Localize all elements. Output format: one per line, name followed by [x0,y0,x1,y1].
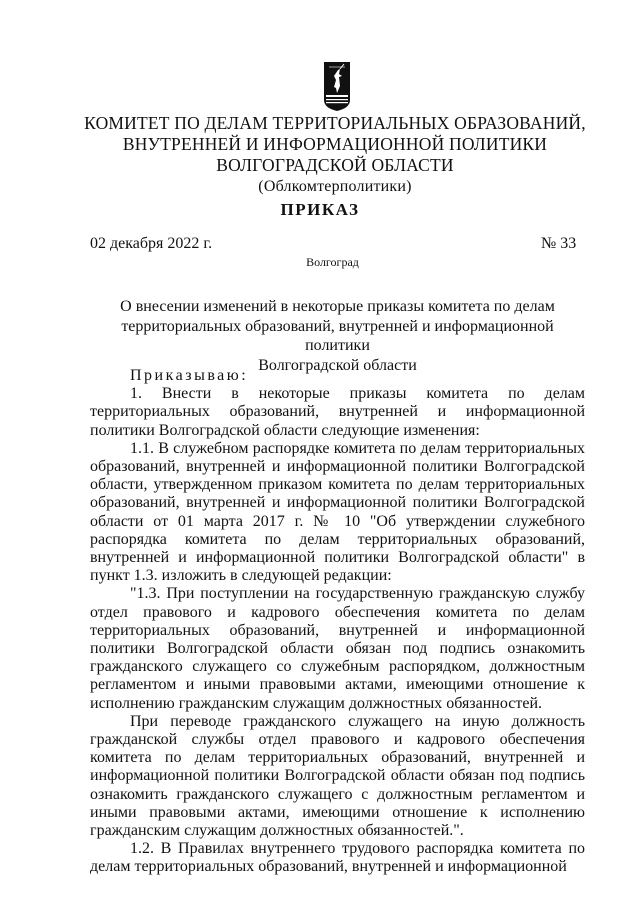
header-line-1: КОМИТЕТ ПО ДЕЛАМ ТЕРРИТОРИАЛЬНЫХ ОБРАЗОВАНИЙ, [84,113,586,133]
subject-line-1: О внесении изменений в некоторые приказы комитета по делам [120,298,555,315]
order-city: Волгоград [306,255,359,269]
paragraph-1-1: 1.1. В служебном распорядке комитета по делам территориальных образований, внутренней и информационной политики Волгоградской области, утвержденном приказом комитета по делам территориальных образований, внутренней и информационной политики Волгоградской области от 01 марта 2017 г. № 10 "Об утверждении служебного распорядка комитета по делам территориальных образований, внутренней и информационной политики Волгоградской области" в пункт 1.3. изложить в следующей редакции: [90,439,585,585]
paragraph-1: 1. Внести в некоторые приказы комитета по делам территориальных образований, внутренней и информационной политики Волгоградской области следующие изменения: [90,385,585,439]
order-subject [90,297,585,375]
volgograd-emblem-icon [322,60,352,112]
header-line-3: ВОЛГОГРАДСКОЙ ОБЛАСТИ [216,155,454,175]
header-line-2: ВНУТРЕННЕЙ И ИНФОРМАЦИОННОЙ ПОЛИТИКИ [122,134,548,154]
committee-header [60,113,610,197]
subject-line-2: территориальных образований, внутренней и информационной политики [121,317,554,354]
order-body [90,367,585,877]
subject-line-3: Волгоградской области [258,356,417,374]
header-line-4: (Облкомтерполитики) [258,178,412,195]
order-directive: Приказываю: [130,367,249,384]
paragraph-1-2: 1.2. В Правилах внутреннего трудового распорядка комитета по делам территориальных образований, внутренней и информационной [90,840,585,876]
paragraph-1-3-quote: "1.3. При поступлении на государственную гражданскую службу отдел правового и кадрового обеспечения комитета по делам территориальных образований, внутренней и информационной политики Волгоградской области обязан под подпись ознакомить гражданского служащего со служебным распорядком, должностным регламентом и иными правовыми актами, имеющими отношение к исполнению гражданским служащим должностных обязанностей. [90,585,585,712]
order-title: ПРИКАЗ [280,200,360,219]
order-date: 02 декабря 2022 г. [90,235,213,252]
order-number: № 33 [541,235,577,252]
paragraph-transfer: При переводе гражданского служащего на иную должность гражданской службы отдел правового и кадрового обеспечения комитета по делам территориальных образований, внутренней и информационной политики Волгоградской области обязан под подпись ознакомить гражданского служащего с должностным регламентом и иными правовыми актами, имеющими отношение к исполнению гражданским служащим должностных обязанностей.". [90,712,585,840]
